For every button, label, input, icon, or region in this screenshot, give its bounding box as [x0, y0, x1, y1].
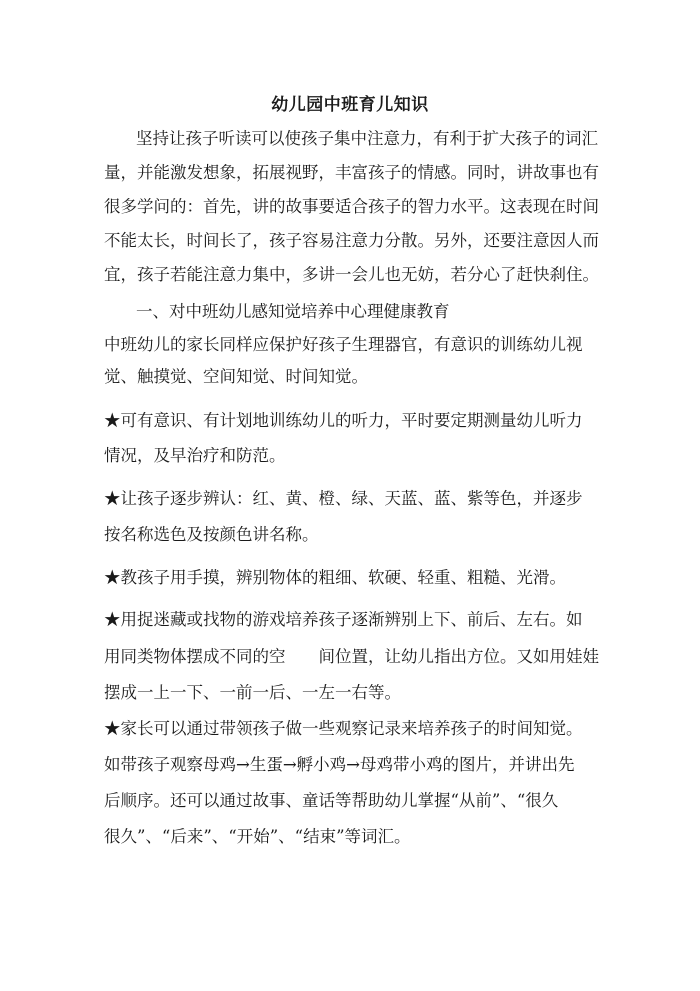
bullet-line: 用同类物体摆成不同的空 间位置，让幼儿指出方位。又如用娃娃 — [104, 647, 599, 666]
bullet-line: ★可有意识、有计划地训练幼儿的听力，平时要定期测量幼儿听力 — [104, 411, 583, 430]
intro-line: 不能太长，时间长了，孩子容易注意力分散。另外，还要注意因人而 — [104, 231, 599, 250]
page-title: 幼儿园中班育儿知识 — [271, 95, 429, 115]
intro-line: 宜，孩子若能注意力集中，多讲一会儿也无妨，若分心了赶快刹住。 — [104, 265, 599, 284]
bullet-line: 如带孩子观察母鸡→生蛋→孵小鸡→母鸡带小鸡的图片，并讲出先 — [104, 755, 575, 774]
bullet-line: 摆成一上一下、一前一后、一左一右等。 — [104, 683, 401, 702]
intro-line: 量，并能激发想象，拓展视野，丰富孩子的情感。同时，讲故事也有 — [104, 163, 599, 182]
section-heading: 一、对中班幼儿感知觉培养中心理健康教育 — [136, 302, 450, 321]
intro-line: 很多学问的：首先，讲的故事要适合孩子的智力水平。这表现在时间 — [104, 197, 599, 216]
bullet-line: ★用捉迷藏或找物的游戏培养孩子逐渐辨别上下、前后、左右。如 — [104, 610, 583, 629]
bullet-line: ★家长可以通过带领孩子做一些观察记录来培养孩子的时间知觉。 — [104, 719, 583, 738]
section-body-line: 觉、触摸觉、空间知觉、时间知觉。 — [104, 367, 368, 386]
bullet-line: ★让孩子逐步辨认：红、黄、橙、绿、天蓝、蓝、紫等色，并逐步 — [104, 489, 583, 508]
intro-line: 坚持让孩子听读可以使孩子集中注意力，有利于扩大孩子的词汇 — [136, 129, 598, 148]
bullet-line: 按名称选色及按颜色讲名称。 — [104, 525, 319, 544]
bullet-line: 很久”、“后来”、“开始”、“结束”等词汇。 — [104, 827, 411, 846]
bullet-line: ★教孩子用手摸，辨别物体的粗细、软硬、轻重、粗糙、光滑。 — [104, 568, 566, 587]
bullet-line: 后顺序。还可以通过故事、童话等帮助幼儿掌握“从前”、“很久 — [104, 791, 559, 810]
section-body-line: 中班幼儿的家长同样应保护好孩子生理器官，有意识的训练幼儿视 — [104, 335, 583, 354]
bullet-line: 情况，及早治疗和防范。 — [104, 446, 286, 465]
